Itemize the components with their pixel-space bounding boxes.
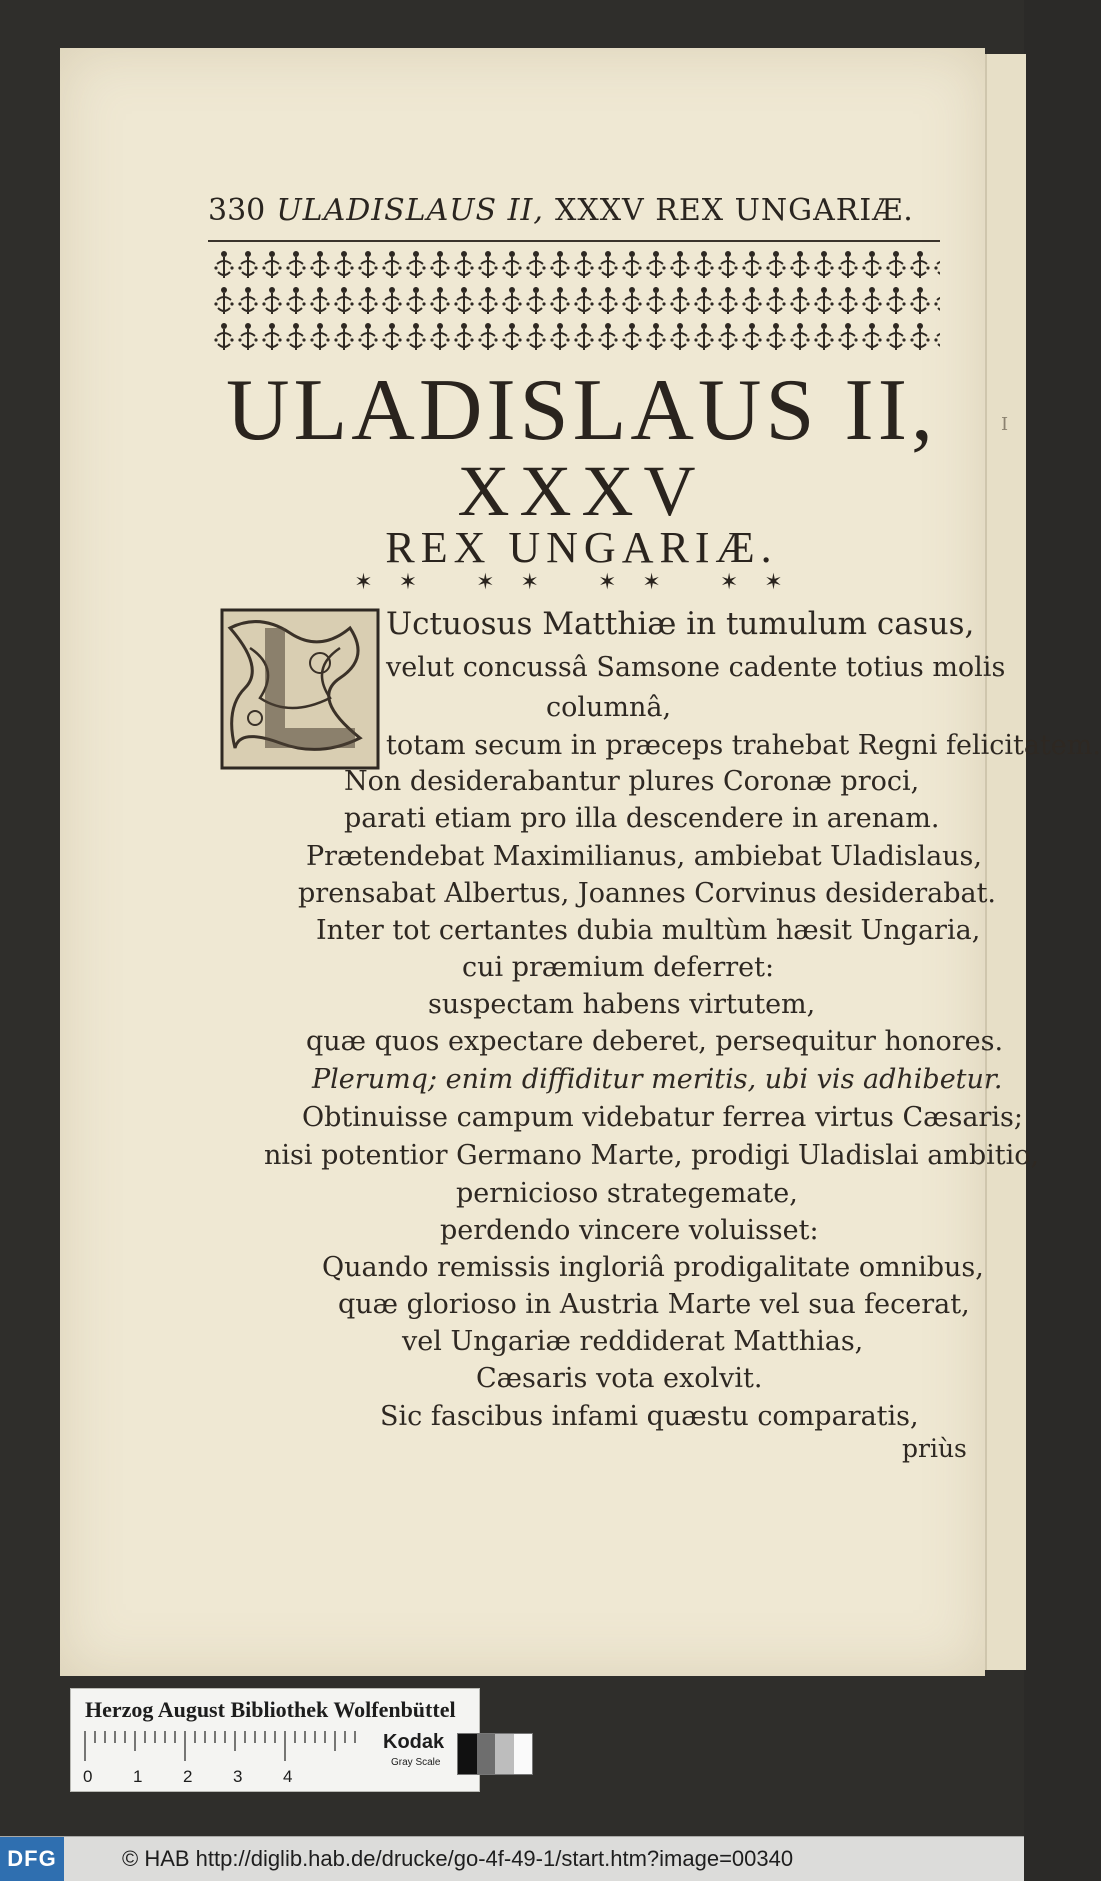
ruler-number: 2 [183, 1767, 193, 1786]
text-line-10: cui præmium deferret: [462, 952, 775, 983]
catchword: priùs [902, 1434, 967, 1463]
kodak-subtitle: Gray Scale [391, 1757, 441, 1768]
text-line-8: prensabat Albertus, Joannes Corvinus desiderabat. [298, 878, 997, 909]
text-line-7: Prætendebat Maximilianus, ambiebat Uladislaus, [306, 841, 982, 872]
text-line-15: nisi potentior Germano Marte, prodigi Uladislai ambitio, [264, 1140, 1040, 1171]
ruler-number: 3 [233, 1767, 243, 1786]
text-line-13: Plerumq; enim diffiditur meritis, ubi vis adhibetur. [312, 1064, 1003, 1095]
viewer-footer [0, 1836, 1024, 1881]
running-head-name: ULADISLAUS II, [276, 193, 544, 228]
running-head-title: XXXV REX UNGARIÆ. [554, 193, 914, 228]
text-line-17: perdendo vincere voluisset: [440, 1215, 819, 1246]
text-line-14: Obtinuisse campum videbatur ferrea virtus Cæsaris; [302, 1102, 1023, 1133]
title-king-name: ULADISLAUS II, [225, 362, 938, 459]
text-line-4: totam secum in præceps trahebat Regni felicitatem. [386, 730, 1101, 761]
text-line-21: Cæsaris vota exolvit. [476, 1363, 763, 1394]
text-line-6: parati etiam pro illa descendere in arenam. [344, 803, 940, 834]
text-line-1: Uctuosus Matthiæ in tumulum casus, [386, 606, 975, 642]
ornamental-border [212, 248, 940, 356]
text-line-18: Quando remissis ingloriâ prodigalitate omnibus, [322, 1252, 984, 1283]
star-ornaments: ✶✶ ✶✶ ✶✶ ✶✶ [354, 570, 809, 595]
text-line-16: pernicioso strategemate, [456, 1178, 798, 1209]
text-line-2: velut concussâ Samsone cadente totius molis [386, 652, 1006, 683]
library-name: Herzog August Bibliothek Wolfenbüttel [85, 1697, 456, 1722]
text-line-19: quæ glorioso in Austria Marte vel sua fecerat, [338, 1289, 970, 1320]
adjacent-page-edge: I [985, 54, 1026, 1670]
text-line-3: columnâ, [546, 692, 672, 723]
text-line-9: Inter tot certantes dubia multùm hæsit Ungaria, [316, 915, 981, 946]
title-ordinal: XXXV [457, 451, 706, 531]
dfg-logo: DFG [0, 1837, 64, 1881]
text-line-20: vel Ungariæ reddiderat Matthias, [402, 1326, 864, 1357]
scale-ruler [85, 1731, 363, 1765]
ruler-number: 0 [83, 1767, 93, 1786]
decorated-initial-l [220, 608, 380, 770]
ruler-number: 1 [133, 1767, 143, 1786]
library-color-card [70, 1688, 480, 1792]
page-number: 330 [208, 193, 266, 228]
kodak-brand: Kodak [383, 1731, 445, 1753]
ruler-number: 4 [283, 1767, 293, 1786]
title-rex-ungariae: REX UNGARIÆ. [385, 523, 778, 572]
head-rule [208, 240, 940, 242]
text-line-5: Non desiderabantur plures Coronæ proci, [344, 766, 920, 797]
text-line-12: quæ quos expectare deberet, persequitur honores. [306, 1026, 1004, 1057]
copyright-link[interactable]: © HAB http://diglib.hab.de/drucke/go-4f-49-1/start.htm?image=00340 [122, 1846, 794, 1871]
running-head [208, 193, 940, 239]
text-line-22: Sic fascibus infami quæstu comparatis, [380, 1401, 919, 1432]
text-line-11: suspectam habens virtutem, [428, 989, 816, 1020]
gray-scale-patches [457, 1733, 533, 1775]
